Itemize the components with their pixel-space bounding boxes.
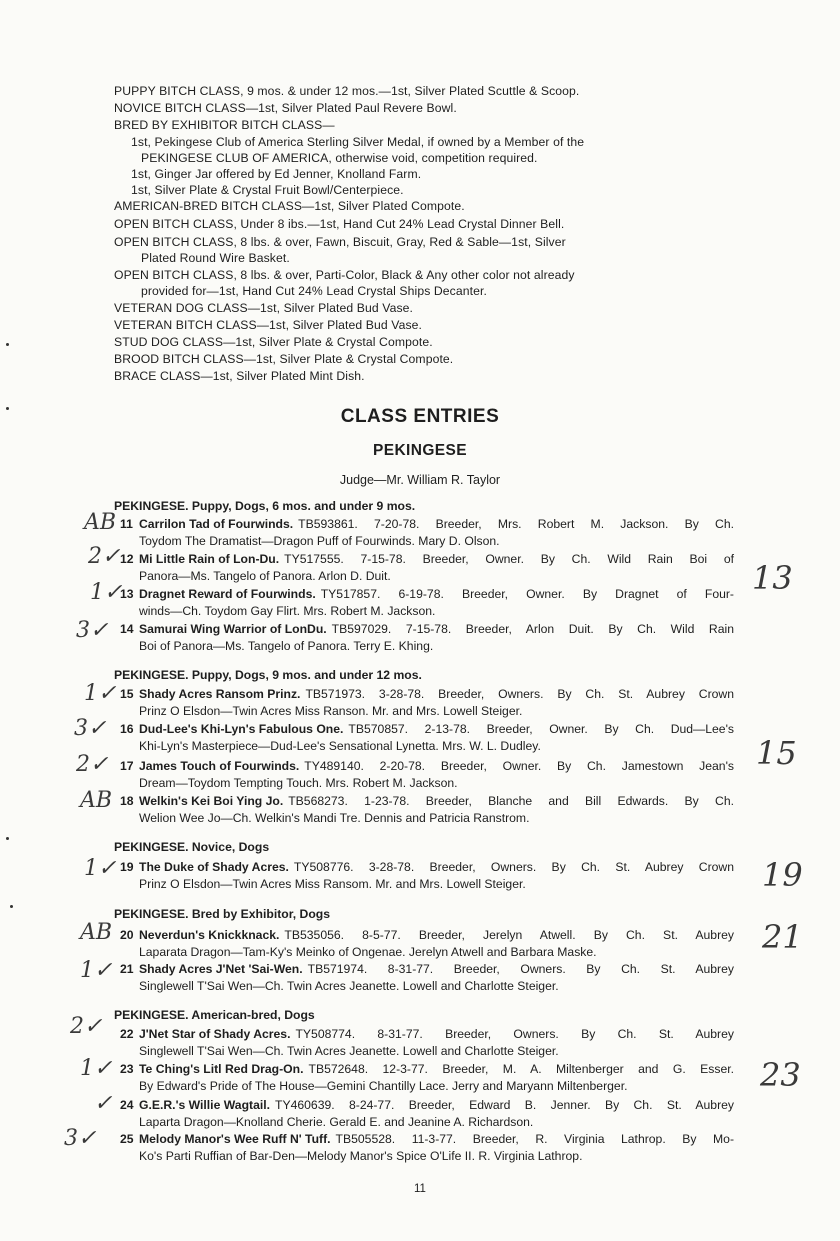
entry-pedigree: Welion Wee Jo—Ch. Welkin's Mandi Tre. Dennis and Patricia Ranstrom.	[139, 811, 530, 825]
handwritten-mark: 2✓	[70, 1014, 103, 1039]
entry-pedigree: Singlewell T'Sai Wen—Ch. Twin Acres Jeanette. Lowell and Charlotte Steiger.	[139, 979, 559, 993]
prize-line: 1st, Ginger Jar offered by Ed Jenner, Knolland Farm.	[131, 167, 422, 181]
entry-22	[120, 1026, 734, 1060]
entry-pedigree: Dream—Toydom Tempting Touch. Mrs. Robert M. Jackson.	[139, 776, 458, 790]
entry-19	[120, 859, 734, 893]
entry-name: Mi Little Rain of Lon-Du.	[139, 552, 280, 566]
entry-name: Melody Manor's Wee Ruff N' Tuff.	[139, 1132, 331, 1146]
entry-number: 18	[120, 794, 134, 808]
entry-25	[120, 1131, 734, 1165]
handwritten-total: 13	[752, 559, 793, 597]
entry-details: TB572648. 12-3-77. Breeder, M. A. Miltenberger and G. Esser.	[308, 1062, 734, 1076]
entry-details: TY517555. 7-15-78. Breeder, Owner. By Ch. Wild Rain Boi of	[284, 552, 734, 566]
entry-number: 14	[120, 622, 134, 636]
handwritten-mark: AB	[84, 510, 117, 535]
scan-speck	[6, 407, 9, 410]
prize-line: provided for—1st, Hand Cut 24% Lead Crystal Ships Decanter.	[141, 284, 487, 298]
handwritten-mark: 1✓	[80, 1056, 113, 1081]
entry-name: G.E.R.'s Willie Wagtail.	[139, 1098, 271, 1112]
handwritten-total: 15	[756, 734, 797, 772]
scan-speck	[6, 343, 9, 346]
entry-details: TB571973. 3-28-78. Breeder, Owners. By Ch. St. Aubrey Crown	[305, 687, 734, 701]
prize-line: BRACE CLASS—1st, Silver Plated Mint Dish.	[114, 369, 365, 383]
prize-line: Plated Round Wire Basket.	[141, 251, 290, 265]
handwritten-mark: 1✓	[84, 856, 117, 881]
entry-24	[120, 1097, 734, 1131]
scan-speck	[10, 905, 13, 908]
entry-name: Dud-Lee's Khi-Lyn's Fabulous One.	[139, 722, 344, 736]
entry-name: Welkin's Kei Boi Ying Jo.	[139, 794, 284, 808]
class-heading: PEKINGESE. Novice, Dogs	[114, 840, 270, 854]
entry-pedigree: Singlewell T'Sai Wen—Ch. Twin Acres Jeanette. Lowell and Charlotte Steiger.	[139, 1044, 559, 1058]
handwritten-mark: 2✓	[88, 544, 121, 569]
prize-line: OPEN BITCH CLASS, Under 8 ibs.—1st, Hand Cut 24% Lead Crystal Dinner Bell.	[114, 217, 565, 231]
entry-name: Shady Acres Ransom Prinz.	[139, 687, 301, 701]
entry-pedigree: Prinz O Elsdon—Twin Acres Miss Ranson. Mr. and Mrs. Lowell Steiger.	[139, 704, 523, 718]
entry-number: 15	[120, 687, 134, 701]
entry-pedigree: Laparata Dragon—Tam-Ky's Meinko of Ongenae. Jerelyn Atwell and Barbara Maske.	[139, 945, 597, 959]
breed-heading: PEKINGESE	[372, 442, 468, 459]
entry-details: TY460639. 8-24-77. Breeder, Edward B. Jenner. By Ch. St. Aubrey	[275, 1098, 734, 1112]
entry-details: TB568273. 1-23-78. Breeder, Blanche and Bill Edwards. By Ch.	[288, 794, 734, 808]
entry-number: 16	[120, 722, 134, 736]
handwritten-mark: 1✓	[90, 580, 123, 605]
entry-21	[120, 961, 734, 995]
scan-speck	[6, 837, 9, 840]
prize-line: BRED BY EXHIBITOR BITCH CLASS—	[114, 118, 335, 132]
entry-details: TB505528. 11-3-77. Breeder, R. Virginia Lathrop. By Mo-	[335, 1132, 734, 1146]
entry-number: 19	[120, 860, 134, 874]
prize-line: VETERAN DOG CLASS—1st, Silver Plated Bud Vase.	[114, 301, 414, 315]
entry-number: 20	[120, 928, 134, 942]
section-heading: CLASS ENTRIES	[340, 406, 500, 427]
entry-details: TB593861. 7-20-78. Breeder, Mrs. Robert M. Jackson. By Ch.	[298, 517, 734, 531]
entry-pedigree: Laparta Dragon—Knolland Cherie. Gerald E. and Jeanine A. Richardson.	[139, 1115, 534, 1129]
class-heading: PEKINGESE. Bred by Exhibitor, Dogs	[114, 907, 331, 921]
entry-15	[120, 686, 734, 720]
entry-details: TY517857. 6-19-78. Breeder, Owner. By Dragnet of Four-	[320, 587, 734, 601]
class-heading: PEKINGESE. Puppy, Dogs, 6 mos. and under 9 mos.	[114, 499, 416, 513]
class-heading: PEKINGESE. American-bred, Dogs	[114, 1008, 315, 1022]
prize-line: OPEN BITCH CLASS, 8 lbs. & over, Fawn, Biscuit, Gray, Red & Sable—1st, Silver	[114, 235, 566, 249]
entry-23	[120, 1061, 734, 1095]
entry-name: Carrilon Tad of Fourwinds.	[139, 517, 294, 531]
prize-line: OPEN BITCH CLASS, 8 lbs. & over, Parti-Color, Black & Any other color not already	[114, 268, 575, 282]
handwritten-total: 19	[762, 856, 803, 894]
prize-line: PEKINGESE CLUB OF AMERICA, otherwise void, competition required.	[141, 151, 538, 165]
judge-line: Judge—Mr. William R. Taylor	[339, 473, 501, 487]
handwritten-mark: 2✓	[76, 752, 109, 777]
entry-number: 24	[120, 1098, 134, 1112]
handwritten-mark: AB	[80, 920, 113, 945]
class-heading: PEKINGESE. Puppy, Dogs, 9 mos. and under 12 mos.	[114, 668, 422, 682]
handwritten-total: 21	[762, 918, 803, 956]
prize-line: AMERICAN-BRED BITCH CLASS—1st, Silver Plated Compote.	[114, 199, 465, 213]
entry-details: TB571974. 8-31-77. Breeder, Owners. By Ch. St. Aubrey	[307, 962, 734, 976]
entry-16	[120, 721, 734, 755]
handwritten-mark: 3✓	[74, 716, 107, 741]
entry-number: 13	[120, 587, 134, 601]
prize-line: BROOD BITCH CLASS—1st, Silver Plate & Crystal Compote.	[114, 352, 454, 366]
entry-name: Samurai Wing Warrior of LonDu.	[139, 622, 327, 636]
handwritten-mark: 3✓	[64, 1126, 97, 1151]
entry-pedigree: Boi of Panora—Ms. Tangelo of Panora. Terry E. Khing.	[139, 639, 434, 653]
entry-number: 21	[120, 962, 134, 976]
page-number: 11	[414, 1183, 426, 1195]
entry-pedigree: Prinz O Elsdon—Twin Acres Miss Ransom. Mr. and Mrs. Lowell Steiger.	[139, 877, 526, 891]
entry-name: Neverdun's Knickknack.	[139, 928, 280, 942]
prize-line: VETERAN BITCH CLASS—1st, Silver Plated Bud Vase.	[114, 318, 423, 332]
prize-line: 1st, Pekingese Club of America Sterling Silver Medal, if owned by a Member of the	[131, 135, 585, 149]
entry-name: James Touch of Fourwinds.	[139, 759, 300, 773]
entry-13	[120, 586, 734, 620]
entry-name: Dragnet Reward of Fourwinds.	[139, 587, 316, 601]
entry-11	[120, 516, 734, 550]
handwritten-mark: ✓	[94, 1091, 113, 1116]
prize-line: PUPPY BITCH CLASS, 9 mos. & under 12 mos.—1st, Silver Plated Scuttle & Scoop.	[114, 84, 580, 98]
entry-20	[120, 927, 734, 961]
entry-pedigree: By Edward's Pride of The House—Gemini Chantilly Lace. Jerry and Maryann Miltenberger.	[139, 1079, 628, 1093]
entry-17	[120, 758, 734, 792]
handwritten-mark: AB	[80, 788, 113, 813]
entry-details: TB535056. 8-5-77. Breeder, Jerelyn Atwell. By Ch. St. Aubrey	[284, 928, 734, 942]
entry-details: TB597029. 7-15-78. Breeder, Arlon Duit. By Ch. Wild Rain	[331, 622, 734, 636]
entry-number: 12	[120, 552, 134, 566]
handwritten-mark: 1✓	[80, 958, 113, 983]
prize-line: STUD DOG CLASS—1st, Silver Plate & Crystal Compote.	[114, 335, 433, 349]
entry-number: 25	[120, 1132, 134, 1146]
entry-details: TY508774. 8-31-77. Breeder, Owners. By Ch. St. Aubrey	[295, 1027, 734, 1041]
entry-18	[120, 793, 734, 827]
entry-details: TY508776. 3-28-78. Breeder, Owners. By Ch. St. Aubrey Crown	[293, 860, 734, 874]
entry-12	[120, 551, 734, 585]
entry-number: 11	[120, 517, 133, 531]
entry-pedigree: Khi-Lyn's Masterpiece—Dud-Lee's Sensational Lynetta. Mrs. W. L. Dudley.	[139, 739, 541, 753]
handwritten-total: 23	[760, 1056, 801, 1094]
prize-line: NOVICE BITCH CLASS—1st, Silver Plated Paul Revere Bowl.	[114, 101, 457, 115]
entry-number: 23	[120, 1062, 134, 1076]
entry-details: TY489140. 2-20-78. Breeder, Owner. By Ch. Jamestown Jean's	[304, 759, 734, 773]
prize-line: 1st, Silver Plate & Crystal Fruit Bowl/Centerpiece.	[131, 183, 404, 197]
handwritten-mark: 3✓	[76, 618, 109, 643]
entry-name: J'Net Star of Shady Acres.	[139, 1027, 291, 1041]
entry-details: TB570857. 2-13-78. Breeder, Owner. By Ch. Dud—Lee's	[348, 722, 734, 736]
entry-name: Shady Acres J'Net 'Sai-Wen.	[139, 962, 303, 976]
entry-pedigree: Toydom The Dramatist—Dragon Puff of Fourwinds. Mary D. Olson.	[139, 534, 500, 548]
entry-name: The Duke of Shady Acres.	[139, 860, 289, 874]
entry-14	[120, 621, 734, 655]
entry-pedigree: Panora—Ms. Tangelo of Panora. Arlon D. Duit.	[139, 569, 391, 583]
handwritten-mark: 1✓	[84, 681, 117, 706]
entry-pedigree: Ko's Parti Ruffian of Bar-Den—Melody Manor's Spice O'Life II. R. Virginia Lathrop.	[139, 1149, 583, 1163]
entry-pedigree: winds—Ch. Toydom Gay Flirt. Mrs. Robert M. Jackson.	[139, 604, 436, 618]
entry-name: Te Ching's Litl Red Drag-On.	[139, 1062, 304, 1076]
entry-number: 22	[120, 1027, 134, 1041]
entry-number: 17	[120, 759, 134, 773]
